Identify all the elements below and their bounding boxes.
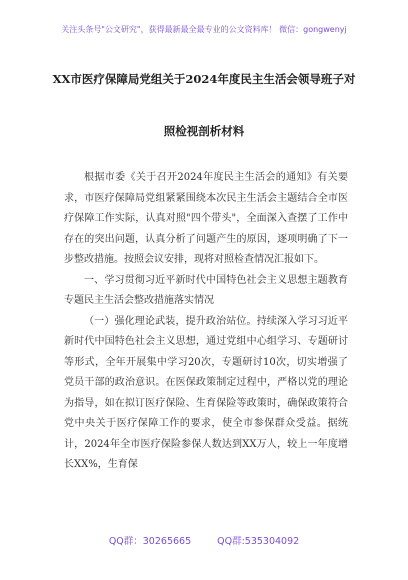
footer-contact [0,533,408,547]
footer-qq-group-1: QQ群：30265665 [108,536,192,547]
footer-qq-group-2: QQ群:535304092 [217,536,300,547]
body-section-heading: 一、学习贯彻习近平新时代中国特色社会主义思想主题教育专题民主生活会整改措施落实情况 [64,274,348,306]
document-title-line-1: XX市医疗保障局党组关于2024年度民主生活会领导班子对 [52,72,356,86]
document-title-line-2: 照检视剖析材料 [163,124,245,138]
body-paragraph-intro: 根据市委《关于召开2024年度民主生活会的通知》有关要求，市医疗保障局党组紧紧围绕本次民主生活会主题结合全市医疗保障工作实际，认真对照"四个带头"，全面深入查摆了工作中存在的突出问题，认真分析了问题产生的原因，逐项明确了下一步整改措施。按照会议安排，现将对照检查情况汇报如下。 [64,172,348,265]
document-body [64,168,348,476]
body-paragraph-subsection: （一）强化理论武装，提升政治站位。持续深入学习习近平新时代中国特色社会主义思想，通过党组中心组学习、专题研讨等形式，全年开展集中学习20次，专题研讨10次，切实增强了党员干部的政治意识。在医保政策制定过程中，严格以党的理论为指导，如在拟订医疗保险、生育保险等政策时，确保政策符合党中央关于医疗保障工作的要求，使全市参保群众受益。据统计，2024年全市医疗保险参保人数达到XX万人，较上一年度增长XX%，生育保 [64,315,348,470]
header-banner: 关注头条号"公文研究"，获得最新最全最专业的公文资料库！ 微信：gongwenyj [61,25,347,34]
